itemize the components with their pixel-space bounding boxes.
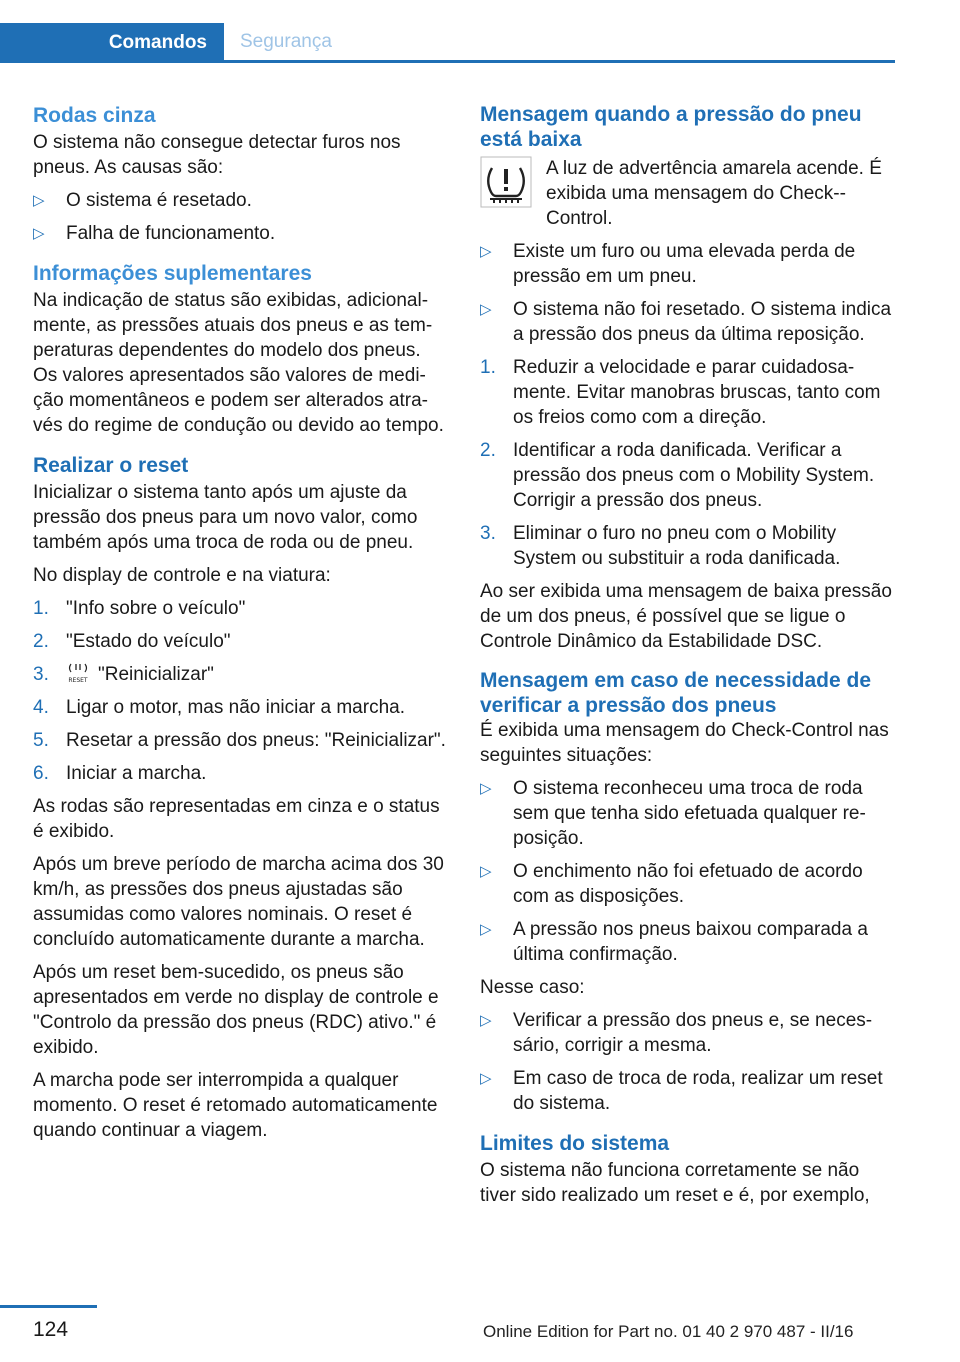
numbered-list <box>33 596 448 786</box>
tire-reset-icon <box>66 662 90 684</box>
list-item: ▷ O sistema reconheceu uma troca de roda sem que tenha sido efetuada qualquer reposição. <box>480 778 866 849</box>
list-item: 6. Iniciar a marcha. <box>33 763 207 784</box>
section-verificar-pressao <box>480 668 895 1116</box>
list-item: 3. Eliminar o furo no pneu com o Mobility System ou substituir a roda danificada. <box>480 523 841 569</box>
tire-pressure-warning-icon <box>480 156 532 208</box>
page-number: 124 <box>33 1318 69 1341</box>
section-title: Mensagem quando a pressão do pneu está baixa <box>480 103 862 151</box>
bullet-list <box>33 188 448 246</box>
bullet-list <box>480 776 895 967</box>
section-informacoes <box>33 260 448 438</box>
list-item: 2. "Estado do veículo" <box>33 631 231 652</box>
paragraph: Inicializar o sistema tanto após um ajuste da pressão dos pneus para um novo valor, como também após uma troca de roda ou de pneu. <box>33 482 418 553</box>
list-item: ▷ O sistema é resetado. <box>33 190 252 211</box>
paragraph: No display de controle e na viatura: <box>33 565 331 586</box>
paragraph: Após um reset bem-sucedido, os pneus são apresentados em verde no display de controle e "Controlo da pressão dos pneus (RDC) ativo." é exibido. <box>33 962 439 1058</box>
triangle-right-icon: ▷ <box>33 192 45 209</box>
svg-text:RESET: RESET <box>68 677 88 684</box>
section-title: Limites do sistema <box>480 1132 670 1155</box>
paragraph: Na indicação de status são exibidas, adicionalmente, as pressões atuais dos pneus e as temperaturas dependentes do modelo dos pneus. Os valores apresentados são valores de medição momentâneos e podem ser alterados através do regime de condução ou devido ao tempo. <box>33 290 444 436</box>
paragraph: É exibida uma mensagem do Check-Control nas seguintes situações: <box>480 720 889 766</box>
warning-text: A luz de advertência amarela acende. É exibida uma mensagem do Check-Control. <box>546 158 882 229</box>
list-item: 4. Ligar o motor, mas não iniciar a marcha. <box>33 697 405 718</box>
triangle-right-icon: ▷ <box>480 863 492 880</box>
list-item: ▷ Verificar a pressão dos pneus e, se necessário, corrigir a mesma. <box>480 1010 873 1056</box>
triangle-right-icon: ▷ <box>480 921 492 938</box>
footer-rule <box>0 1305 97 1308</box>
list-item: ▷ O enchimento não foi efetuado de acordo com as disposições. <box>480 861 863 907</box>
section-title: Rodas cinza <box>33 104 156 127</box>
list-item: ▷ Em caso de troca de roda, realizar um reset do sistema. <box>480 1068 883 1114</box>
paragraph: Após um breve período de marcha acima dos 30 km/h, as pressões dos pneus ajustadas são assumidas como valores nominais. O reset é concluído automaticamente durante a marcha. <box>33 854 444 950</box>
paragraph: O sistema não consegue detectar furos nos pneus. As causas são: <box>33 132 401 178</box>
section-pressao-baixa <box>480 102 895 654</box>
tab-comandos[interactable]: Comandos <box>0 23 224 63</box>
triangle-right-icon: ▷ <box>480 1070 492 1087</box>
triangle-right-icon: ▷ <box>480 243 492 260</box>
list-item: ▷ Existe um furo ou uma elevada perda de pressão em um pneu. <box>480 241 856 287</box>
header-rule <box>0 60 895 63</box>
list-item: ▷ A pressão nos pneus baixou comparada a última confirmação. <box>480 919 868 965</box>
paragraph: O sistema não funciona corretamente se não tiver sido realizado um reset e é, por exemplo, <box>480 1160 870 1206</box>
list-item: 3. RESET "Reinicializar" <box>33 664 214 685</box>
paragraph: As rodas são representadas em cinza e o status é exibido. <box>33 796 440 842</box>
paragraph: Ao ser exibida uma mensagem de baixa pressão de um dos pneus, é possível que se ligue o Controle Dinâmico da Estabilidade DSC. <box>480 581 892 652</box>
edition-note: Online Edition for Part no. 01 40 2 970 487 - II/16 <box>483 1322 854 1341</box>
list-item: 2. Identificar a roda danificada. Verificar a pressão dos pneus com o Mobility System. Corrigir a pressão dos pneus. <box>480 440 875 511</box>
list-item: 1. Reduzir a velocidade e parar cuidadosamente. Evitar manobras bruscas, tanto com os freios como com a direção. <box>480 357 881 428</box>
list-item: ▷ O sistema não foi resetado. O sistema indica a pressão dos pneus da última reposição. <box>480 299 892 345</box>
right-column <box>480 102 895 1216</box>
triangle-right-icon: ▷ <box>480 780 492 797</box>
list-item: 1. "Info sobre o veículo" <box>33 598 246 619</box>
triangle-right-icon: ▷ <box>480 301 492 318</box>
paragraph: A marcha pode ser interrompida a qualquer momento. O reset é retomado automaticamente quando continuar a viagem. <box>33 1070 438 1141</box>
section-limites <box>480 1130 895 1208</box>
triangle-right-icon: ▷ <box>33 225 45 242</box>
section-title: Informações suplementares <box>33 262 312 285</box>
bullet-list <box>480 239 895 347</box>
left-column <box>33 102 448 1151</box>
warning-row <box>480 156 895 231</box>
triangle-right-icon: ▷ <box>480 1012 492 1029</box>
section-rodas-cinza <box>33 102 448 246</box>
header-tabs <box>0 23 895 63</box>
list-item: ▷ Falha de funcionamento. <box>33 223 276 244</box>
bullet-list <box>480 1008 895 1116</box>
section-title: Mensagem em caso de necessidade de verificar a pressão dos pneus <box>480 669 872 717</box>
section-reset <box>33 452 448 1143</box>
numbered-list <box>480 355 895 571</box>
section-title: Realizar o reset <box>33 454 189 477</box>
paragraph: Nesse caso: <box>480 977 585 998</box>
tab-seguranca[interactable]: Segurança <box>240 30 332 52</box>
list-item: 5. Resetar a pressão dos pneus: "Reinicializar". <box>33 730 446 751</box>
